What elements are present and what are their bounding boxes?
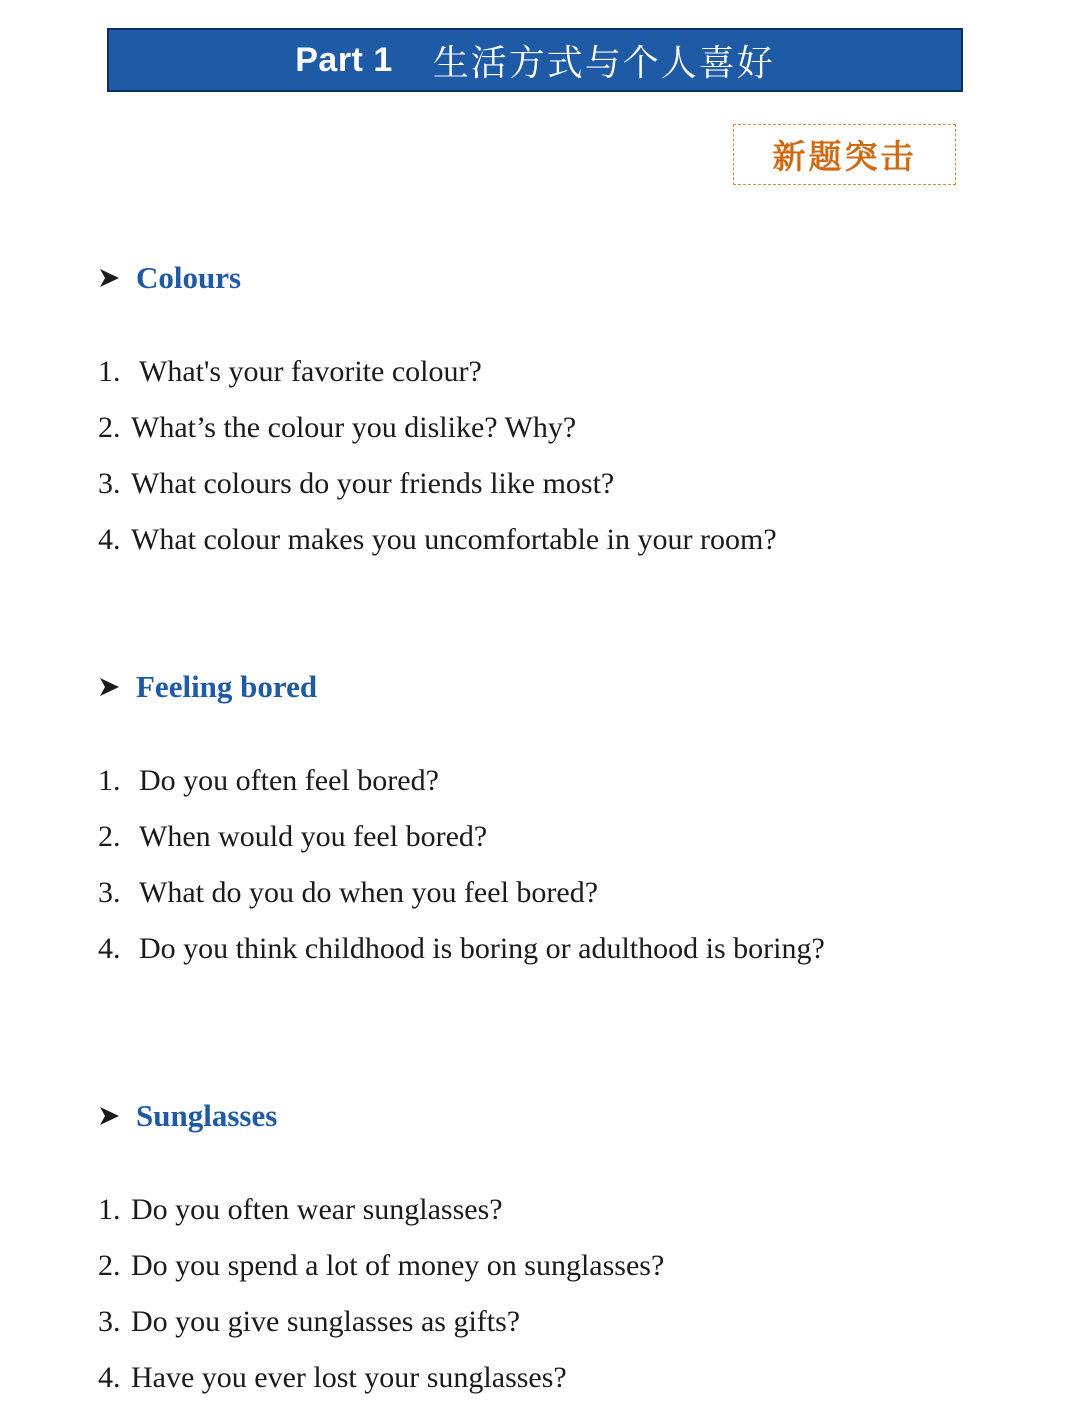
- arrow-bullet-icon: [98, 1105, 120, 1127]
- list-item: [98, 400, 777, 456]
- part-label: Part 1: [295, 40, 393, 79]
- list-item: [98, 1350, 664, 1406]
- list-item: [98, 1294, 664, 1350]
- question-text: Do you give sunglasses as gifts?: [131, 1305, 521, 1338]
- question-number: 2.: [98, 1249, 121, 1282]
- question-text: Do you spend a lot of money on sunglasses?: [131, 1249, 665, 1282]
- question-number: 2.: [98, 820, 121, 853]
- question-number: 3.: [98, 1305, 121, 1338]
- list-item: [98, 753, 825, 809]
- question-list: [98, 344, 777, 568]
- list-item: [98, 344, 777, 400]
- question-text: Do you think childhood is boring or adulthood is boring?: [139, 932, 825, 965]
- question-text: Do you often feel bored?: [139, 764, 439, 797]
- question-number: 3.: [98, 876, 121, 909]
- title-banner: [107, 28, 963, 92]
- list-item: [98, 1182, 664, 1238]
- question-text: When would you feel bored?: [139, 820, 488, 853]
- question-number: 4.: [98, 932, 121, 965]
- question-number: 3.: [98, 467, 121, 500]
- question-text: Have you ever lost your sunglasses?: [131, 1361, 567, 1394]
- section-heading: [98, 258, 777, 298]
- section-colours: [98, 258, 777, 568]
- list-item: [98, 865, 825, 921]
- question-number: 1.: [98, 764, 121, 797]
- section-title: Colours: [136, 260, 242, 295]
- section-title: Sunglasses: [136, 1098, 278, 1133]
- arrow-bullet-icon: [98, 676, 120, 698]
- list-item: [98, 921, 825, 977]
- arrow-bullet-icon: [98, 267, 120, 289]
- question-number: 2.: [98, 411, 121, 444]
- question-text: Do you often wear sunglasses?: [131, 1193, 503, 1226]
- list-item: [98, 456, 777, 512]
- new-questions-badge: [733, 124, 956, 185]
- section-heading: [98, 667, 825, 707]
- section-heading: [98, 1096, 664, 1136]
- question-number: 1.: [98, 1193, 121, 1226]
- question-text: What's your favorite colour?: [139, 355, 482, 388]
- question-text: What’s the colour you dislike? Why?: [131, 411, 577, 444]
- question-list: [98, 1182, 664, 1406]
- question-text: What colour makes you uncomfortable in your room?: [131, 523, 777, 556]
- section-title: Feeling bored: [136, 669, 318, 704]
- list-item: [98, 1238, 664, 1294]
- question-number: 4.: [98, 1361, 121, 1394]
- section-sunglasses: [98, 1096, 664, 1406]
- list-item: [98, 512, 777, 568]
- section-feeling-bored: [98, 667, 825, 977]
- question-list: [98, 753, 825, 977]
- new-questions-label: 新题突击: [772, 137, 917, 176]
- question-number: 1.: [98, 355, 121, 388]
- page-title: 生活方式与个人喜好: [432, 42, 775, 84]
- question-number: 4.: [98, 523, 121, 556]
- list-item: [98, 809, 825, 865]
- question-text: What do you do when you feel bored?: [139, 876, 599, 909]
- question-text: What colours do your friends like most?: [131, 467, 615, 500]
